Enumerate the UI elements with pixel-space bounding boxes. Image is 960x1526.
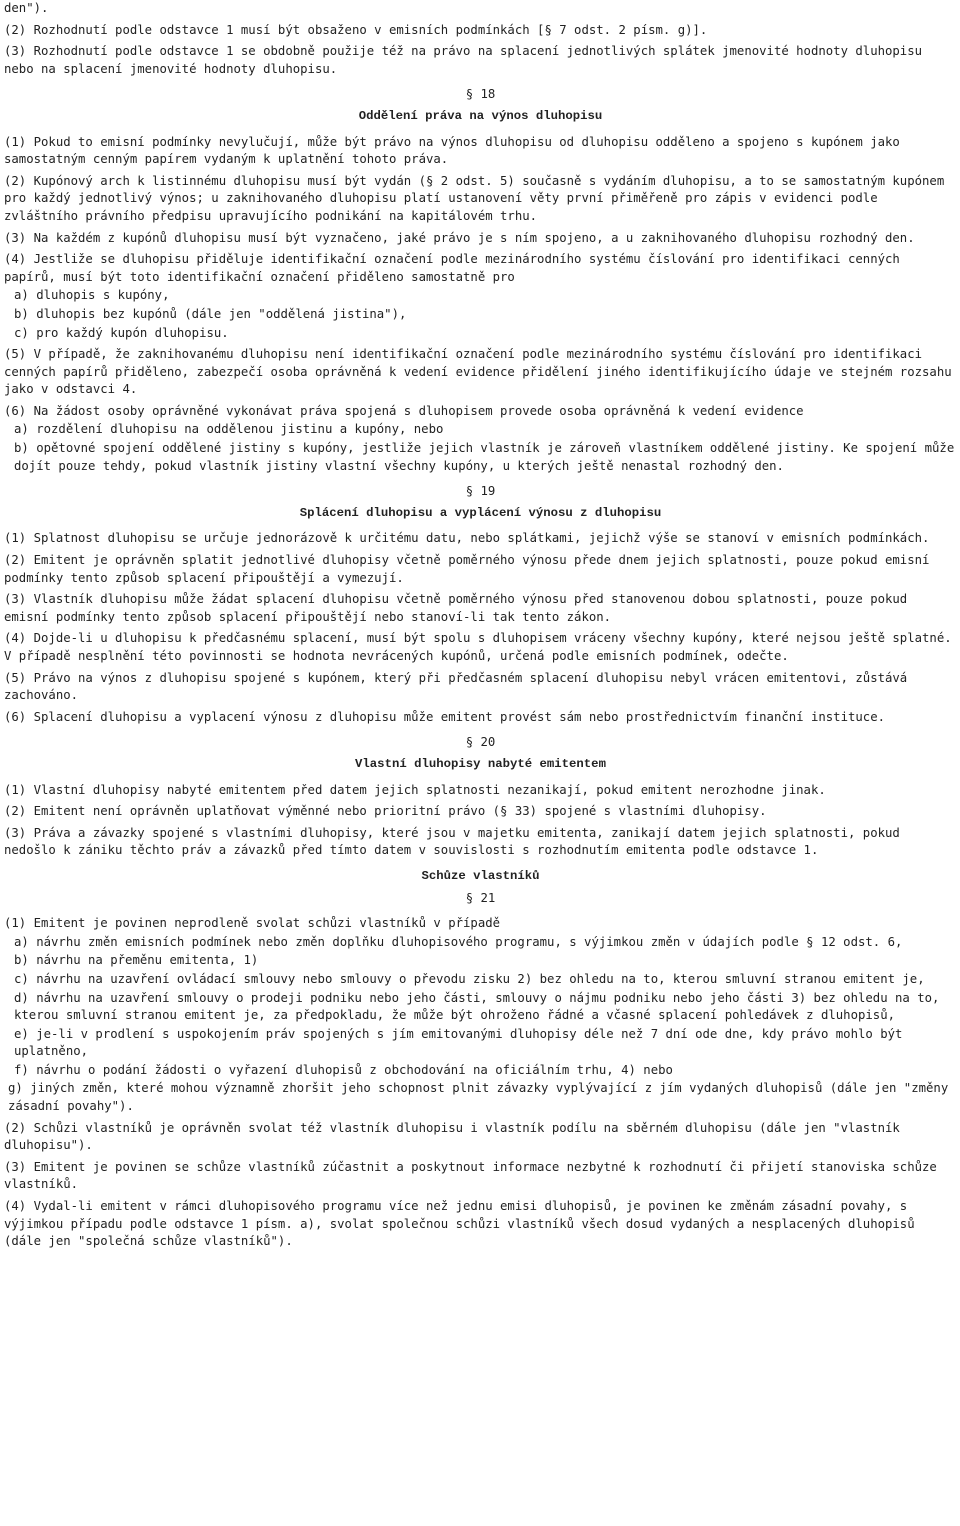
- paragraph: (1) Splatnost dluhopisu se určuje jednorázově k určitému datu, nebo splátkami, jejichž výše se stanoví v emisních podmínkách.: [4, 531, 930, 546]
- section-title: Vlastní dluhopisy nabyté emitentem: [355, 756, 606, 771]
- paragraph: (3) Rozhodnutí podle odstavce 1 se obdobně použije též na právo na splacení jednotlivých splátek jmenovité hodnoty dluhopisu nebo na splacení jmenovité hodnoty dluhopisu.: [4, 44, 923, 76]
- list-item: g) jiných změn, které mohou významně zhoršit jeho schopnost plnit závazky vyplývající z jím vydaných dluhopisů (dále jen "změny zásadní povahy").: [8, 1081, 949, 1114]
- list-item: a) návrhu změn emisních podmínek nebo změn doplňku dluhopisového programu, s výjimkou změn v údajích podle § 12 odst. 6,: [14, 934, 903, 949]
- list-item: c) pro každý kupón dluhopisu.: [14, 325, 229, 340]
- list-item: b) návrhu na přeměnu emitenta, 1): [14, 953, 259, 968]
- list-item: c) návrhu na uzavření ovládací smlouvy nebo smlouvy o převodu zisku 2) bez ohledu na to, kterou smluvní stranou emitent je,: [14, 971, 925, 986]
- paragraph: (3) Na každém z kupónů dluhopisu musí být vyznačeno, jaké právo je s ním spojeno, a u zaknihovaného dluhopisu rozhodný den.: [4, 230, 915, 245]
- list-item: e) je-li v prodlení s uspokojením práv spojených s jím emitovanými dluhopisy déle než 7 dní ode dne, kdy právo mohlo být uplatněno,: [14, 1026, 903, 1059]
- paragraph: (3) Emitent je povinen se schůze vlastníků zúčastnit a poskytnout informace nezbytné k rozhodnutí či přijetí stanoviska schůze vlastníků.: [4, 1159, 937, 1192]
- part-title: Schůze vlastníků: [421, 868, 540, 883]
- paragraph: (2) Schůzi vlastníků je oprávněn svolat též vlastník dluhopisu i vlastník podílu na sběrném dluhopisu (dále jen "vlastník dluhopisu").: [4, 1120, 900, 1153]
- section-number: § 18: [465, 87, 496, 102]
- paragraph: (1) Pokud to emisní podmínky nevylučují, může být právo na výnos dluhopisu od dluhopisu odděleno a spojeno s kupónem jako samostatným cenným papírem vydaným k uplatnění tohoto práva.: [4, 134, 900, 167]
- list-item: a) rozdělení dluhopisu na oddělenou jistinu a kupóny, nebo: [14, 422, 444, 437]
- section-title: Splácení dluhopisu a vyplácení výnosu z dluhopisu: [299, 505, 662, 520]
- paragraph: (6) Na žádost osoby oprávněné vykonávat práva spojená s dluhopisem provede osoba oprávněná k vedení evidence: [4, 403, 804, 418]
- paragraph: (4) Jestliže se dluhopisu přiděluje identifikační označení podle mezinárodního systému číslování pro identifikaci cenných papírů, musí být toto identifikační označení přiděleno samostatně pro: [4, 252, 900, 284]
- list-item: a) dluhopis s kupóny,: [14, 288, 170, 303]
- section-title: Oddělení práva na výnos dluhopisu: [358, 108, 603, 123]
- section-number: § 21: [465, 890, 496, 905]
- paragraph: (5) Právo na výnos z dluhopisu spojené s kupónem, který při předčasném splacení dluhopisu nebyl vrácen emitentovi, zůstává zachováno.: [4, 670, 908, 703]
- section-19: [4, 483, 957, 726]
- paragraph: (5) V případě, že zaknihovanému dluhopisu není identifikační označení podle mezinárodního systému číslování pro identifikaci cenných papírů přiděleno, zabezpečí osoba oprávněná k vedení evidence přidělení jiného identifikujícího údaje ve stejném rozsahu jako v odstavci 4.: [4, 347, 952, 397]
- section-20: [4, 734, 957, 860]
- paragraph: (1) Emitent je povinen neprodleně svolat schůzi vlastníků v případě: [4, 916, 501, 931]
- paragraph: (2) Emitent je oprávněn splatit jednotlivé dluhopisy včetně poměrného výnosu přede dnem jejich splatnosti, pouze pokud emisní podmínky tento způsob splacení připouštějí a vymezují.: [4, 553, 930, 585]
- list-item: d) návrhu na uzavření smlouvy o prodeji podniku nebo jeho části, smlouvy o nájmu podniku nebo jeho části 3) bez ohledu na to, kterou smluvní stranou emitent je, za předpokladu, že může být ohroženo řádné a včasné splacení pohledávek z dluhopisů,: [14, 990, 940, 1023]
- paragraph: (2) Kupónový arch k listinnému dluhopisu musí být vydán (§ 2 odst. 5) současně s vydáním dluhopisu, a to se samostatným kupónem pro každý jednotlivý výnos; u zaknihovaného dluhopisu platí ustanovení věty první přiměřeně pro zápis v evidenci podle zvláštního právního předpisu upravujícího podnikání na kapitálovém trhu.: [4, 173, 945, 223]
- list-item: b) dluhopis bez kupónů (dále jen "oddělená jistina"),: [14, 306, 407, 321]
- section-number: § 20: [465, 735, 496, 750]
- paragraph: den").: [4, 1, 49, 15]
- section-number: § 19: [465, 484, 496, 499]
- section-18: [4, 86, 957, 475]
- list-item: f) návrhu o podání žádosti o vyřazení dluhopisů z obchodování na oficiálním trhu, 4) nebo: [14, 1062, 673, 1077]
- paragraph: (1) Vlastní dluhopisy nabyté emitentem před datem jejich splatnosti nezanikají, pokud emitent nerozhodne jinak.: [4, 782, 826, 797]
- list-item: b) opětovné spojení oddělené jistiny s kupóny, jestliže jejich vlastník je zároveň vlastníkem oddělené jistiny. Ke spojení může dojít pouze tehdy, pokud vlastník jistiny vlastní všechny kupóny, u kterých ještě nenastal rozhodný den.: [14, 441, 955, 473]
- paragraph: (3) Vlastník dluhopisu může žádat splacení dluhopisu včetně poměrného výnosu před stanovenou dobou splatnosti, pouze pokud emisní podmínky tento způsob splacení připouštějí nebo stanoví-li tak tento zákon.: [4, 592, 908, 624]
- paragraph: (3) Práva a závazky spojené s vlastními dluhopisy, které jsou v majetku emitenta, zanikají datem jejich splatnosti, pokud nedošlo k zániku těchto práv a závazků před tímto datem v souvislosti s rozhodnutím emitenta podle odstavce 1.: [4, 825, 900, 858]
- paragraph: (6) Splacení dluhopisu a vyplacení výnosu z dluhopisu může emitent provést sám nebo prostřednictvím finanční instituce.: [4, 709, 885, 724]
- paragraph: (2) Rozhodnutí podle odstavce 1 musí být obsaženo v emisních podmínkách [§ 7 odst. 2 písm. g)].: [4, 22, 708, 37]
- paragraph: (4) Vydal-li emitent v rámci dluhopisového programu více než jednu emisi dluhopisů, je povinen ke změnám zásadní povahy, s výjimkou případu podle odstavce 1 písm. a), svolat společnou schůzi vlastníků všech dosud vydaných a nesplacených dluhopisů (dále jen "společná schůze vlastníků").: [4, 1199, 915, 1249]
- section-21: [4, 890, 957, 1251]
- paragraph: (4) Dojde-li u dluhopisu k předčasnému splacení, musí být spolu s dluhopisem vráceny všechny kupóny, které nejsou ještě splatné. V případě nesplnění této povinnosti se hodnota nevrácených kupónů, určená podle emisních podmínek, odečte.: [4, 631, 952, 663]
- paragraph: (2) Emitent není oprávněn uplatňovat výměnné nebo prioritní právo (§ 33) spojené s vlastními dluhopisy.: [4, 804, 767, 819]
